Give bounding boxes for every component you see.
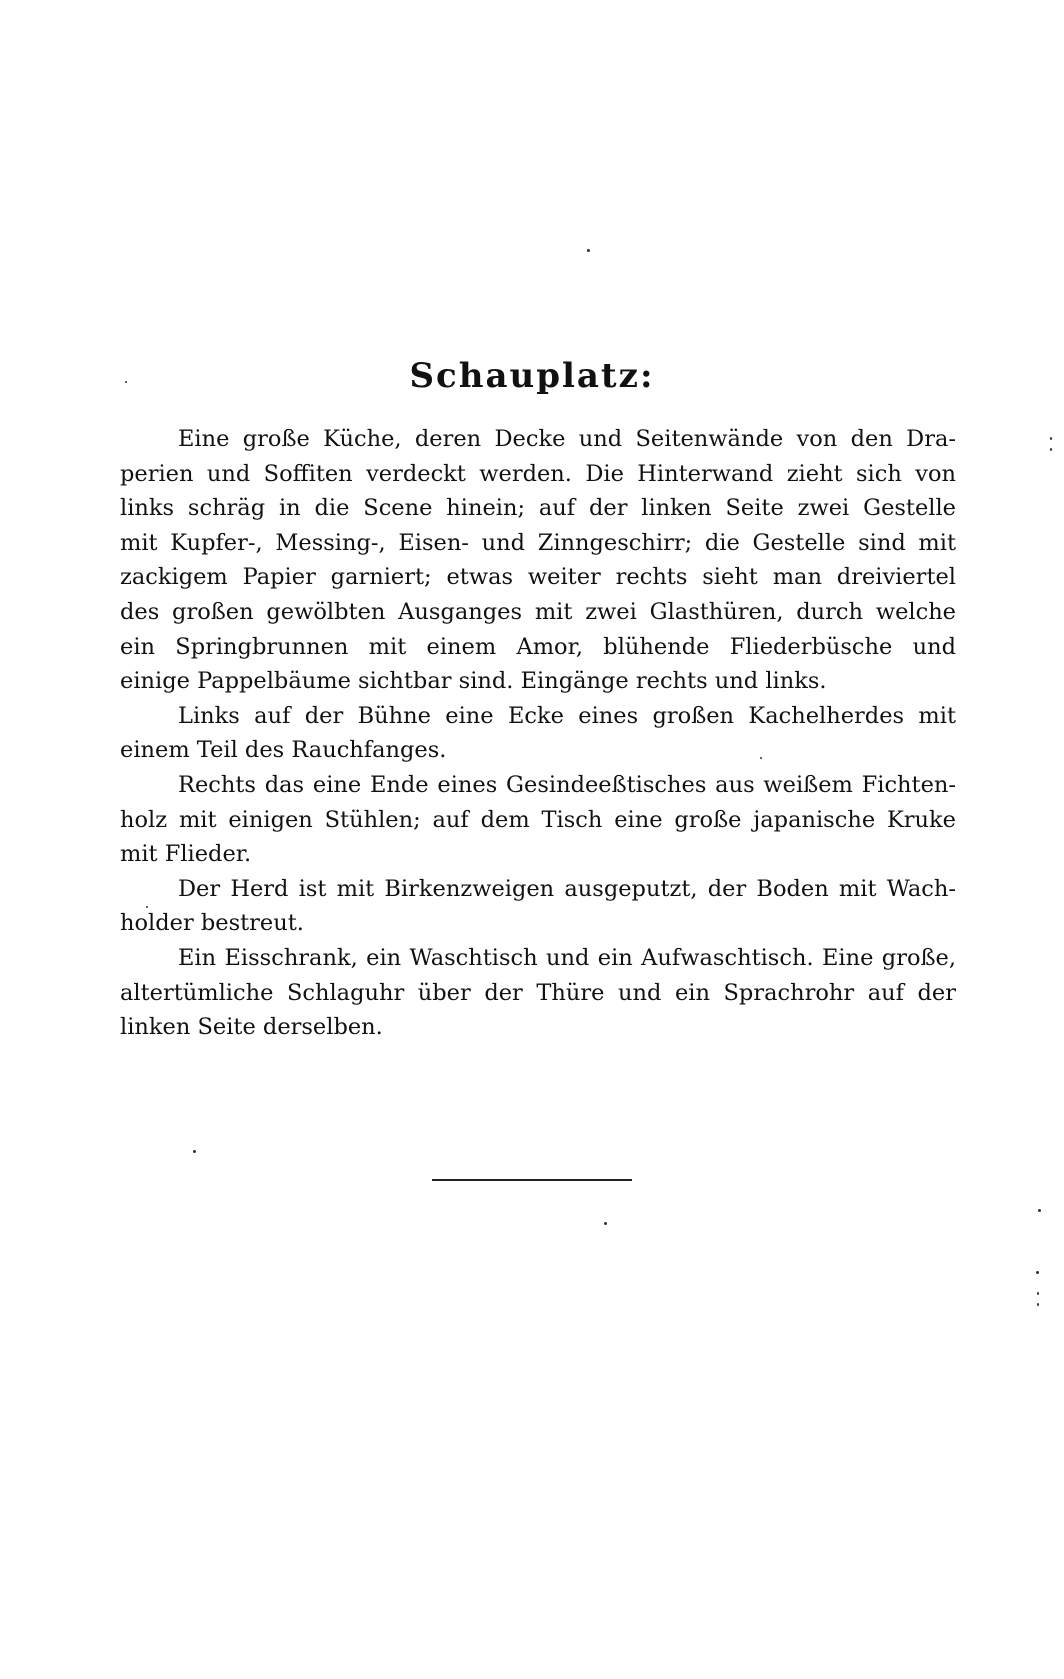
text-line: des großen gewölbten Ausganges mit zwei Glasthüren, durch welche (120, 598, 956, 625)
text-line: holz mit einigen Stühlen; auf dem Tisch eine große japanische Kruke (120, 806, 956, 833)
scan-speck (1036, 1271, 1039, 1274)
text-line: linken Seite derselben. (120, 1014, 383, 1041)
text-line: Rechts das eine Ende eines Gesindeeßtisches aus weißem Fichten- (178, 771, 956, 798)
text-line: Ein Eisschrank, ein Waschtisch und ein Aufwaschtisch. Eine große, (178, 944, 956, 971)
scan-speck (587, 249, 590, 252)
scan-speck (125, 381, 127, 383)
scan-speck (1037, 1303, 1039, 1306)
scan-speck (1050, 437, 1052, 440)
scan-speck (146, 906, 148, 908)
scan-speck (1037, 1292, 1039, 1295)
text-line: perien und Soffiten verdeckt werden. Die Hinterwand zieht sich von (120, 460, 956, 487)
text-line: mit Kupfer-, Messing-, Eisen- und Zinngeschirr; die Gestelle sind mit (120, 529, 956, 556)
text-line: einige Pappelbäume sichtbar sind. Eingänge rechts und links. (120, 668, 827, 695)
text-line: Eine große Küche, deren Decke und Seitenwände von den Dra- (178, 426, 956, 452)
text-line: altertümliche Schlaguhr über der Thüre und ein Sprachrohr auf der (120, 979, 956, 1006)
text-line: einem Teil des Rauchfanges. (120, 737, 447, 764)
scan-speck (760, 757, 762, 759)
scan-speck (604, 1222, 607, 1225)
section-divider-rule (432, 1179, 632, 1181)
text-line: mit Flieder. (120, 841, 252, 868)
text-line: links schräg in die Scene hinein; auf der linken Seite zwei Gestelle (120, 495, 956, 522)
stage-directions (120, 422, 956, 1045)
text-line: ein Springbrunnen mit einem Amor, blühende Fliederbüsche und (120, 633, 956, 660)
text-line: holder bestreut. (120, 910, 304, 937)
scan-speck (193, 1150, 196, 1153)
text-line: zackigem Papier garniert; etwas weiter rechts sieht man dreiviertel (120, 564, 956, 591)
text-line: Links auf der Bühne eine Ecke eines großen Kachelherdes mit (178, 702, 956, 729)
scan-speck (1050, 448, 1052, 451)
scan-speck (1038, 1209, 1041, 1212)
page-title: Schauplatz: (409, 356, 655, 396)
text-line: Der Herd ist mit Birkenzweigen ausgeputzt, der Boden mit Wach- (178, 875, 956, 902)
